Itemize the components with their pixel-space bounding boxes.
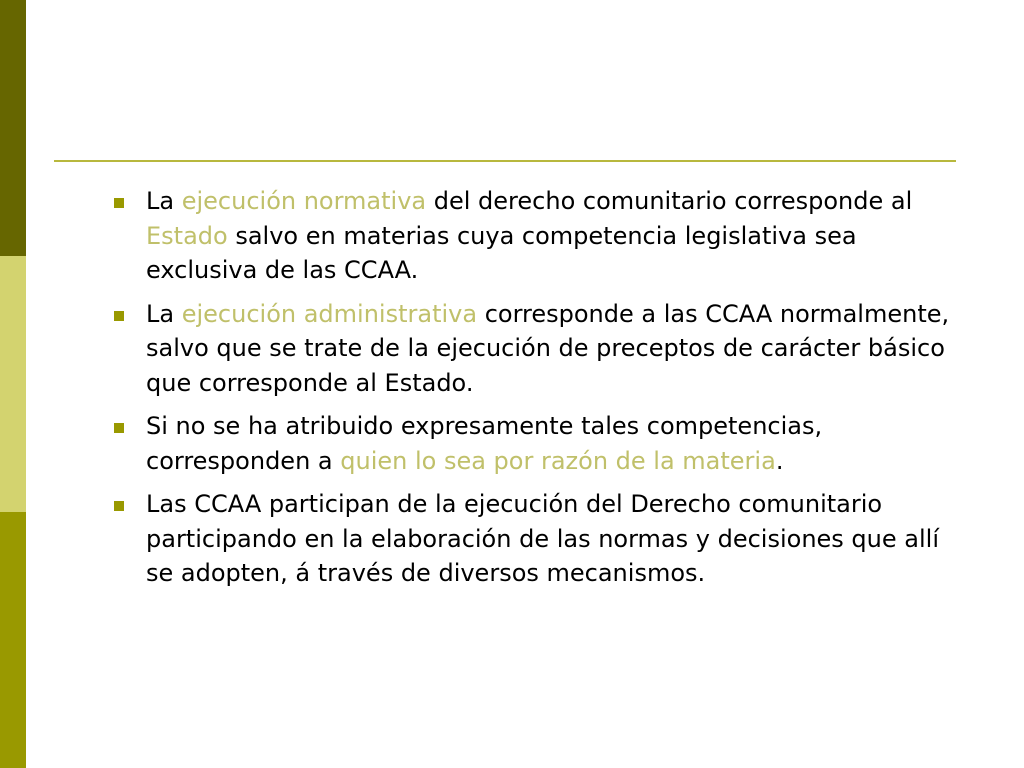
- bullet-text-segment: .: [775, 446, 784, 475]
- bullet-highlight-segment: ejecución normativa: [181, 187, 427, 215]
- bullet-text-segment: corresponde a las CCAA normalmente, salvo que se trate de la ejecución de preceptos de carácter básico que corresponde al Estado.: [146, 299, 950, 397]
- square-bullet-icon: [114, 198, 124, 208]
- bullet-text-segment: salvo en materias cuya competencia legislativa sea exclusiva de las CCAA.: [146, 221, 857, 284]
- square-bullet-icon: [114, 423, 124, 433]
- bullet-text-segment: La: [146, 299, 182, 328]
- bullet-item: [112, 184, 972, 288]
- bullet-text-segment: del derecho comunitario corresponde al: [426, 187, 913, 215]
- bullet-text-segment: Si no se ha atribuido expresamente tales competencias, corresponden a: [146, 412, 823, 475]
- side-band-bottom: [0, 512, 26, 768]
- side-band-top: [0, 0, 26, 256]
- square-bullet-icon: [114, 311, 124, 321]
- side-band-middle: [0, 256, 26, 512]
- bullet-list: [112, 184, 972, 600]
- title-divider: [54, 160, 956, 162]
- bullet-highlight-segment: Estado: [146, 221, 228, 250]
- square-bullet-icon: [114, 501, 124, 511]
- bullet-text-segment: Las CCAA participan de la ejecución del Derecho comunitario participando en la elaboración de las normas y decisiones que allí se adopten, á través de diversos mecanismos.: [146, 490, 939, 587]
- bullet-item: [112, 297, 972, 401]
- bullet-highlight-segment: ejecución administrativa: [181, 299, 478, 328]
- bullet-item: [112, 409, 972, 478]
- bullet-item: [112, 487, 972, 591]
- bullet-highlight-segment: quien lo sea por razón de la materia: [340, 446, 776, 475]
- bullet-text-segment: La: [146, 187, 182, 215]
